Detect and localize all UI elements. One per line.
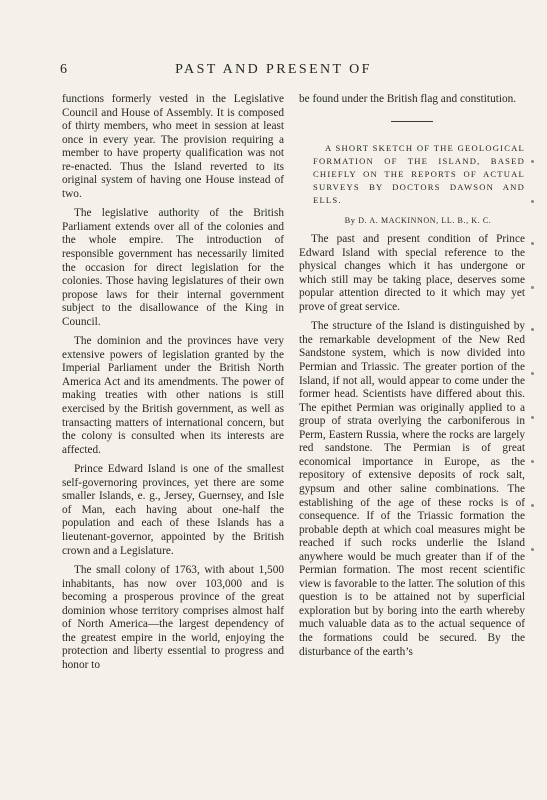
author-byline <box>299 214 525 228</box>
right-column <box>299 93 525 665</box>
section-divider <box>391 121 433 122</box>
paragraph-continuation: be found under the British flag and constitution. <box>299 93 517 105</box>
running-head <box>0 62 547 80</box>
byline-author: D. A. MACKINNON, LL. B., K. C. <box>358 215 492 225</box>
running-title: PAST AND PRESENT OF <box>175 62 372 77</box>
paragraph-smallest-province: Prince Edward Island is one of the smallest self-governoring provinces, yet there are some smaller Islands, e. g., Jersey, Guernsey, and Isle of Man, each having about one-half the population and each of these Islands has a lieutenant-governor, appointed by the British crown and a Legislature. <box>62 463 284 557</box>
paragraph-dominion-powers: The dominion and the provinces have very extensive powers of legislation granted by the Imperial Parliament under the British North America Act and its amendments. The power of making treaties with other nations is still exercised by the British government, as well as transacting matters of international concern, but the colony is consulted when its interests are affected. <box>62 335 284 456</box>
paragraph-british-parliament: The legislative authority of the British Parliament extends over all of the colonies and the whole empire. The introduction of responsible government has necessarily limited the occasion for direct legislation for the colonies. Those having legislatures of their own propose laws for their internal government subject to the disallowance of the King in Council. <box>62 207 284 328</box>
section-heading: A SHORT SKETCH OF THE GEOLOGICAL FORMATION OF THE ISLAND, BASED CHIEFLY ON THE REPORTS OF ACTUAL SURVEYS BY DOCTORS DAWSON AND ELLS. <box>313 142 525 206</box>
paragraph-island-structure: The structure of the Island is distinguished by the remarkable development of the New Red Sandstone system, which is now divided into Permian and Triassic. The greater portion of the Island, if not all, would appear to come under the former head. Scientists have differed about this. The epithet Permian was originally applied to a group of strata overlying the carboniferous in Perm, Eastern Russia, where the rocks are largely red sandstone. The Permian is of great economical importance in Europe, as the repository of extensive deposits of rock salt, gypsum and other saline combinations. The establishing of the age of these rocks is of consequence. If of the Triassic formation the probable depth at which coal measures might be reached if such rocks underlie the Island anywhere would be much greater than if of the Permian formation. The most recent scientific view is favorable to the latter. The solution of this question is to be attained not by superficial exploration but by boring into the earth whereby much valuable data as to the actual sequence of the formations could be secured. By the disturbance of the earth’s <box>299 320 525 658</box>
left-column <box>62 93 284 678</box>
paragraph-colony-of-1763: The small colony of 1763, with about 1,500 inhabitants, has now over 103,000 and is becoming a prosperous province of the great dominion whose territory comprises almost half of North America—the largest dependency of the greatest empire in the world, enjoying the protection and liberty essential to progress and honor to <box>62 564 284 671</box>
paragraph-past-and-present: The past and present condition of Prince Edward Island with special reference to the physical changes which it has undergone or which still may be taking place, deserves some popular attention directed to it which may yet prove of great service. <box>299 233 525 313</box>
page-number: 6 <box>60 62 68 77</box>
paragraph-legislative-council: functions formerly vested in the Legislative Council and House of Assembly. It is composed of thirty members, who meet in session at least once in every year. The provision requiring a member to have property qualification was not re-enacted. Thus the Island reverted to its original system of having one House instead of two. <box>62 93 284 200</box>
byline-prefix: By <box>344 215 356 225</box>
page-edge-marks <box>531 160 541 580</box>
